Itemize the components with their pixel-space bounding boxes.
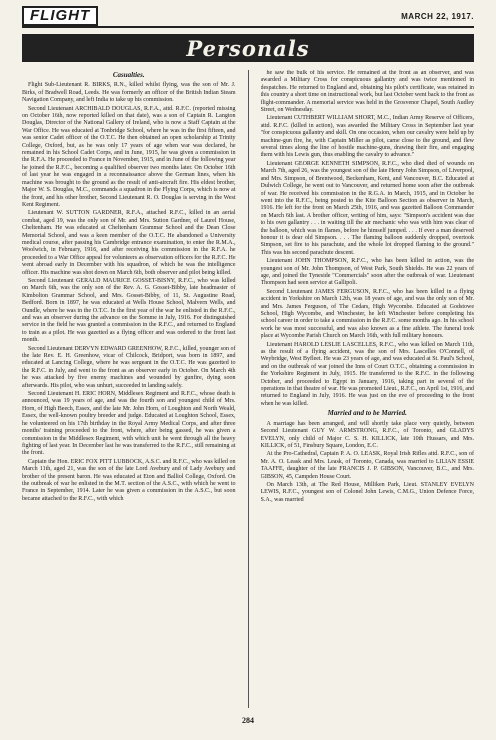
paragraph: Second Lieutenant H. ERIC HORN, Middlesex Regiment and R.F.C., whose death is announced, was 19 years of age, and was the fourth son and youngest child of Mrs. Horn, of High Beech, Essex, and the late Mr. John Horn, of Loughton and North Weald, Essex, the well-known poultry breeder and judge. Educated at Loughton School, Essex, he volunteered on his 17th birthday in the Royal Army Medical Corps, and after three months' training proceeded to the front, where, after being gassed, he was given a commission in the Middlesex Regiment, with which unit he went through all the heavy fighting of last year. In December last he was transferred to the R.F.C., still remaining at the front. bbox=[22, 391, 236, 457]
paragraph: he saw the bulk of his service. He remained at the front as an observer, and was awarded a Military Cross for conspicuous gallantry and was twice mentioned in despatches. He returned to England and, obtaining his pilot's certificate, was retained in this country a short time on instructional work, but last October went back to the front as flight-commander. A memorial service was held in the Grosvenor Chapel, South Audley Street, on Wednesday. bbox=[260, 70, 474, 114]
paragraph: Flight Sub-Lieutenant R. BIRKS, R.N., killed whilst flying, was the son of Mr. J. Birks, of Bradwell Road, Leeds. He was formerly an officer of the British Indian Steam Navigation Company, and left India to take up his commission. bbox=[22, 82, 236, 104]
paragraph: Second Lieutenant JAMES FERGUSON, R.F.C., who has been killed in a flying accident in Yorkshire on March 12th, was 18 years of age, and was the only son of Mr. and Mrs. James Ferguson, of The Cedars, High Wycombe. Educated at Godstowe School, High Wycombe, and Winchester, he left Winchester before completing his school career in order to take a commission in the R.F.C. some months ago. In his school work he was most successful, and was also known as a fine athlete. The funeral took place at Wycombe Parish Church on March 16th, with full military honours. bbox=[260, 288, 474, 340]
paragraph: Second Lieutenant DERVYN EDWARD GREENHOW, R.F.C., killed, younger son of the late Rev. E. H. Greenhow, vicar of Chilcock, Bridport, was born in 1897, and educated at Lancing College, where he was sergeant in the O.T.C. He was gazetted to the R.F.C. in July, and went to the front as an observer early in October. On March 4th he was attacked by five enemy machines and wounded by gunfire, dying soon afterwards. His pilot, who was unhurt, succeeded in landing safely. bbox=[22, 345, 236, 389]
right-column bbox=[261, 70, 475, 708]
paragraph: Lieutenant W. SUTTON GARDNER, R.F.A., attached R.F.C., killed in an aerial combat, aged 19, was the only son of Mr. and Mrs. Sutton Gardner, of Laurel House, Cheltenham. He was educated at Cheltenham Grammar School and the Dean Close Memorial School, and was a keen member of the O.T.C. He abandoned a University medical course, after passing his Cambridge entrance examination, to enter the R.M.A., Woolwich, in February, 1916, and after receiving his commission in the R.F.A. he proceeded to a War Office appeal for volunteers as observation officers for the R.F.C. He went abroad early in December with his squadron, of which he was the intelligence officer. His machine was shot down on March 6th, both observer and pilot being killed. bbox=[22, 210, 236, 276]
column-divider bbox=[248, 70, 249, 708]
paragraph: At the Pro-Cathedral, Captain P. A. O. LEASK, Royal Irish Rifles attd. R.F.C., son of Mr. A. O. Leask and Mrs. Leask, of Toronto, Canada, was married to LILIAN ESSIE TAAFFE, daughter of the late FRANCIS J. P. GIBSON, Vancouver, B.C., and Mrs. GIBSON, 45, Campden House Court. bbox=[260, 451, 474, 480]
page-number: 284 bbox=[242, 716, 254, 725]
paragraph: A marriage has been arranged, and will shortly take place very quietly, between Second Lieutenant GUY W. ARMSTRONG, R.F.C., of Toronto, and GLADYS EVELYN, only child of Major C. S. H. KILLICK, late 10th Hussars, and Mrs. KILLICK, of 51, Finsbury Square, London, E.C. bbox=[260, 420, 474, 449]
paragraph: Lieutenant JOHN THOMPSON, R.F.C., who has been killed in action, was the youngest son of Mr. John Thompson, of West Park, South Shields. He was 22 years of age, and joined the Tyneside "Commercials" soon after the outbreak of war. Lieutenant Thompson had seen service at Gallipoli. bbox=[260, 258, 474, 287]
section-banner bbox=[22, 34, 474, 62]
casualties-heading: Casualties. bbox=[112, 71, 145, 79]
paragraph: Lieutenant HAROLD LESLIE LASCELLES, R.F.C., who was killed on March 11th, as the result of a flying accident, was the son of Mrs. Lascelles O'Connell, of Weybridge, West Byfleet. He was 23 years of age, and was educated at St. Paul's School, and on the outbreak of war joined the Inns of Court O.T.C., obtaining a commission in the Yorkshire Regiment in July, 1915. He transferred to the R.F.C. in the following October, and proceeded to Egypt in January, 1916, taking part in several of the operations in that theatre of war. He was promoted Lieut., R.F.C., on April 1st, 1916, and returned to England in July, 1916. He was just on the eve of proceeding to the front when he was killed. bbox=[260, 341, 474, 407]
paragraph: Second Lieutenant ARCHIBALD DOUGLAS, R.F.A., attd. R.F.C. (reported missing on October 16th, now reported killed on that date), was a son of Captain R. Langton Douglas, Director of the National Gallery of Ireland, who is now a Staff Captain at the War Office. He was educated at Tonbridge School, where he was in the first fifteen, and was senior Cadet officer of the O.T.C. He then obtained an open scholarship at Trinity College, Oxford, but, as he was only 17 years of age when war was declared, he remained in his School Cadet Corps, and in June, 1915, he was given a commission in the R.F.A. He proceeded to France in November, 1915, and in June of the following year he joined the R.F.C., becoming a qualified observer two months later. On October 16th of last year he was engaged in a reconnaissance above the German lines, when his machine was brought to the ground as the result of anti-aircraft fire. His eldest brother, Major W. S. Douglas, M.C., commands a squadron in the Flying Corps, which is now at the front, and his other brother, Second Lieutenant R. O. Douglas is serving in the West Kent Regiment. bbox=[22, 105, 236, 208]
left-column bbox=[22, 70, 236, 708]
issue-date: MARCH 22, 1917. bbox=[401, 11, 474, 21]
section-title: Personals bbox=[186, 35, 310, 61]
paragraph: Captain the Hon. ERIC FOX PITT LUBBOCK, A.S.C. and R.F.C., who was killed on March 11th, aged 21, was the son of the late Lord Avebury and of Lady Avebury and brother of the present baron. He was educated at Eton and Balliol College, Oxford. On the outbreak of war he enlisted in the M.T. section of the A.S.C., with which he went to France in September, 1914. Later he was given a commission in the A.S.C., but soon became attached to the R.F.C., with which bbox=[22, 458, 236, 502]
flight-logo: FLIGHT bbox=[22, 6, 98, 26]
married-heading: Married and to be Married. bbox=[327, 409, 407, 418]
masthead bbox=[22, 6, 474, 28]
paragraph: Second Lieutenant GERALD MAURICE GOSSET-BISNY, R.F.C., who was killed on March 6th, was the only son of the Rev. A. G. Gosset-Bibby, late headmaster of Kimbolton Grammar School, and Mrs. Gosset-Bibby, of 11, St. Augustine Road, Bedford. Born in 1897, he was educated at Wells House School, Malvern Wells, and Oundle, where he was in the O.T.C. In the first year of the war he enlisted in the R.F.C., and was an observer during the advance on the Somme in July, 1916. For distinguished service in the field he was granted a commission in the R.F.C., and returned to England to train as a pilot. He was gazetted as a flying officer and was ordered to the front last month. bbox=[22, 277, 236, 344]
paragraph: On March 13th, at The Red House, Milliken Park, Lieut. STANLEY EVELYN LEWIS, R.F.C., youngest son of Colonel John Lewis, C.M.G., Union Defence Force, S.A., was married bbox=[260, 481, 474, 503]
article-columns bbox=[22, 70, 474, 708]
paragraph: Lieutenant CUTHBERT WILLIAM SHORT, M.C., Indian Army Reserve of Officers, attd. R.F.C. (killed in action), was awarded the Military Cross in September last year "for conspicuous gallantry and skill. On one occasion, when our cavalry were held up by machine-gun fire, he, with Captain Miller as pilot, came close to the ground, and flew several times along the line of hostile machine-guns, drawing their fire, and engaging them with his Lewis gun, thus enabling the cavalry to advance." bbox=[260, 115, 474, 159]
paragraph: Lieutenant GEORGE KENNETH SIMPSON, R.F.C., who died died of wounds on March 7th, aged 26, was the youngest son of the late Henry John Simpson, of Liverpool, and Mrs. Simpson, of Brentwood, Beckenham, Kent, and Vancouver, B.C. Educated at Dulwich College, he went out to Vancouver, and returned home soon after the outbreak of war. He received his commission in the R.G.A. in March, 1915, and in October he went into the R.F.C., being posted to the Kite Balloon Section as observer in March, 1916. He left for the front on March 25th, 1916, and was gazetted Balloon Commander on March 6th last. A brother officer, writing of him, says: "Simpson's accident was due to his own gallantry . . . in waiting till the air mechanic who was with him was clear of the balloon, which was in flames, before he himself jumped. . . . If ever a man deserved honour it is dear old Simpson. . . . The flaming balloon suddenly dropped, overtook Simpson, set fire to his parachute, and the whole lot dropped flaming to the ground." This was his second parachute descent. bbox=[260, 160, 474, 256]
